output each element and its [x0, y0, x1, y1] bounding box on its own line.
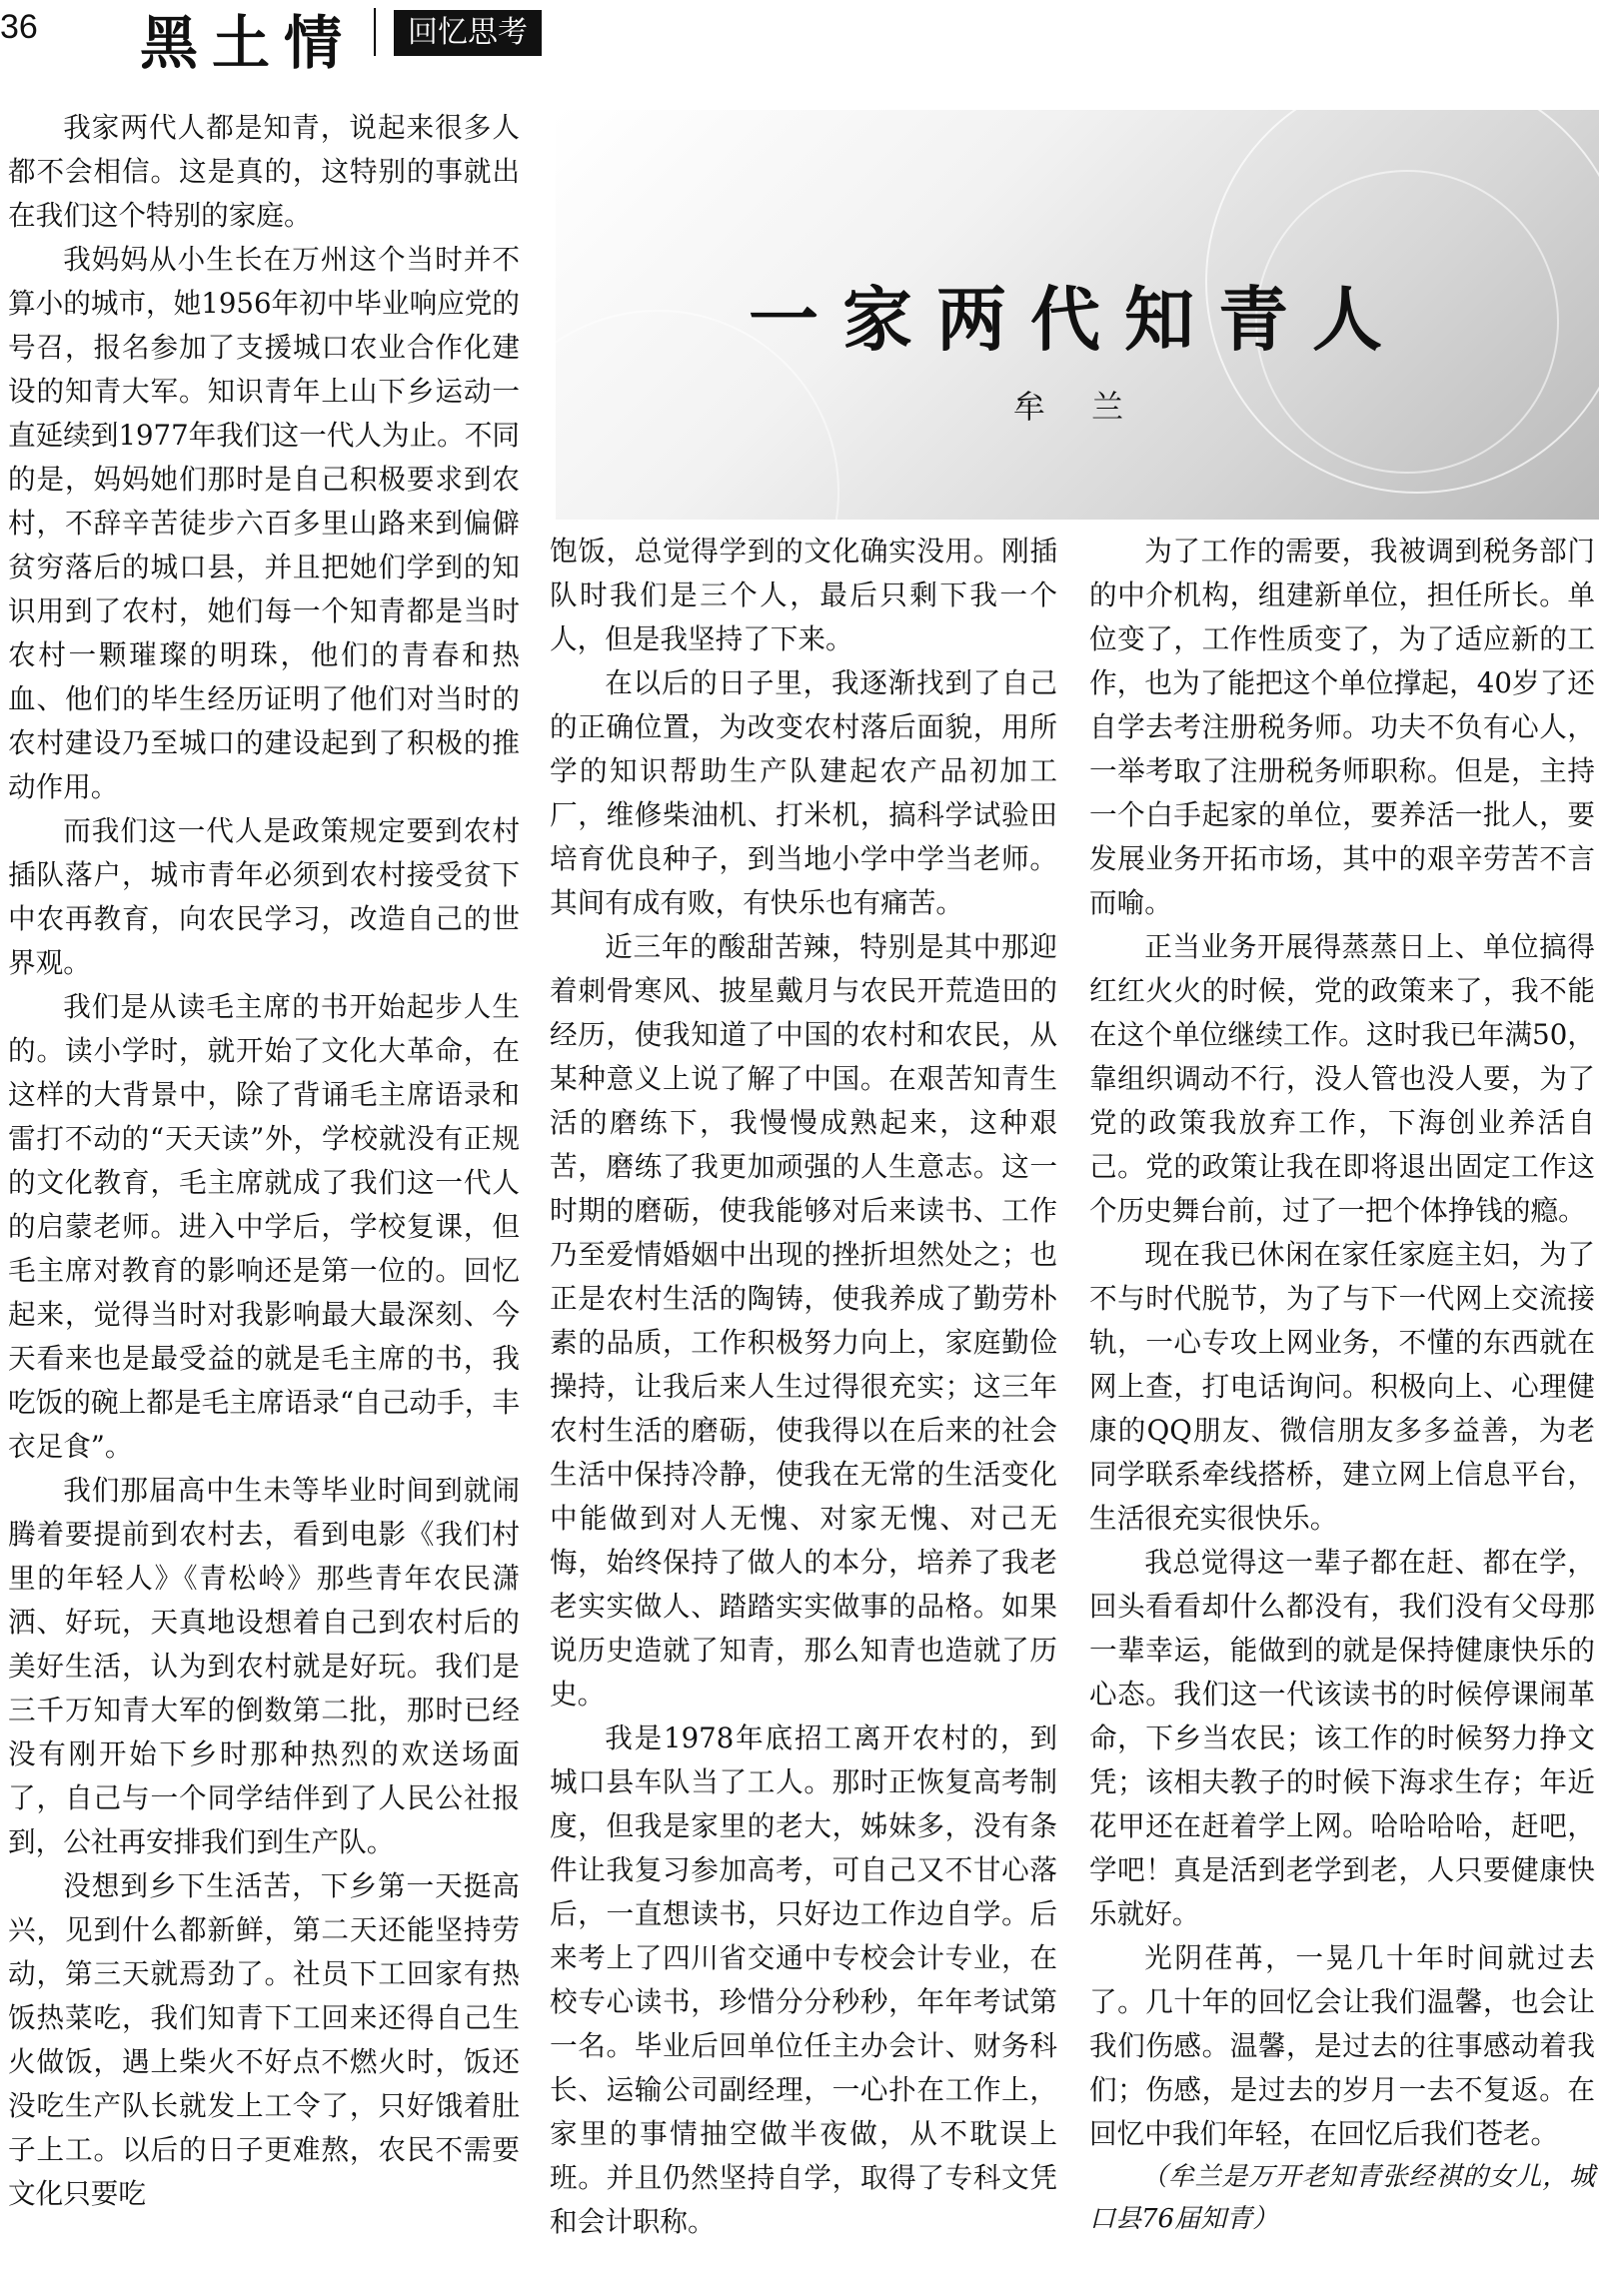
paragraph: 而我们这一代人是政策规定要到农村插队落户，城市青年必须到农村接受贫下中农再教育，向农民学习，改造自己的世界观。	[8, 814, 520, 979]
article-title: 一家两代知青人	[749, 278, 1406, 361]
paragraph: 我们是从读毛主席的书开始起步人生的。读小学时，就开始了文化大革命，在这样的大背景中，除了背诵毛主席语录和雷打不动的“天天读”外，学校就没有正规的文化教育，毛主席就成了我们这一代人的启蒙老师。进入中学后，学校复课，但毛主席对教育的影响还是第一位的。回忆起来，觉得当时对我影响最大最深刻、今天看来也是最受益的就是毛主席的书，我吃饭的碗上都是毛主席语录“自己动手，丰衣足食”。	[8, 990, 520, 1463]
paragraph: 近三年的酸甜苦辣，特别是其中那迎着刺骨寒风、披星戴月与农民开荒造田的经历，使我知道了中国的农村和农民，从某种意义上说了解了中国。在艰苦知青生活的磨练下，我慢慢成熟起来，这种艰苦，磨练了我更加顽强的人生意志。这一时期的磨砺，使我能够对后来读书、工作乃至爱情婚姻中出现的挫折坦然处之；也正是农村生活的陶铸，使我养成了勤劳朴素的品质，工作积极努力向上，家庭勤俭操持，让我后来人生过得很充实；这三年农村生活的磨砺，使我得以在后来的社会生活中保持冷静，使我在无常的生活变化中能做到对人无愧、对家无愧、对己无悔，始终保持了做人的本分，培养了我老老实实做人、踏踏实实做事的品格。如果说历史造就了知青，那么知青也造就了历史。	[550, 930, 1057, 1711]
page-number: 36	[0, 8, 38, 46]
title-banner	[556, 110, 1599, 520]
text-column-1	[8, 106, 520, 2296]
paragraph: 我是1978年底招工离开农村的，到城口县车队当了工人。那时正恢复高考制度，但我是家里的老大，姊妹多，没有条件让我复习参加高考，可自己又不甘心落后，一直想读书，只好边工作边自学。后来考上了四川省交通中专校会计专业，在校专心读书，珍惜分分秒秒，年年考试第一名。毕业后回单位任主办会计、财务科长、运输公司副经理，一心扑在工作上，家里的事情抽空做半夜做，从不耽误上班。并且仍然坚持自学，取得了专科文凭和会计职称。	[550, 1722, 1057, 2238]
magazine-title: 黑土情	[140, 9, 357, 77]
text-column-3	[1089, 530, 1595, 2296]
page-header	[0, 0, 1599, 90]
paragraph: 我们那届高中生未等毕业时间到就闹腾着要提前到农村去，看到电影《我们村里的年轻人》《青松岭》那些青年农民潇洒、好玩，天真地设想着自己到农村后的美好生活，认为到农村就是好玩。我们是三千万知青大军的倒数第二批，那时已经没有刚开始下乡时那种热烈的欢送场面了，自己与一个同学结伴到了人民公社报到，公社再安排我们到生产队。	[8, 1474, 520, 1858]
paragraph: 现在我已休闲在家任家庭主妇，为了不与时代脱节，为了与下一代网上交流接轨，一心专攻上网业务，不懂的东西就在网上查，打电话询问。积极向上、心理健康的QQ朋友、微信朋友多多益善，为老同学联系牵线搭桥，建立网上信息平台，生活很充实很快乐。	[1089, 1238, 1595, 1535]
paragraph: 为了工作的需要，我被调到税务部门的中介机构，组建新单位，担任所长。单位变了，工作性质变了，为了适应新的工作，也为了能把这个单位撑起，40岁了还自学去考注册税务师。功夫不负有心人，一举考取了注册税务师职称。但是，主持一个白手起家的单位，要养活一批人，要发展业务开拓市场，其中的艰辛劳苦不言而喻。	[1089, 535, 1595, 919]
paragraph: 我妈妈从小生长在万州这个当时并不算小的城市，她1956年初中毕业响应党的号召，报名参加了支援城口农业合作化建设的知青大军。知识青年上山下乡运动一直延续到1977年我们这一代人为止。不同的是，妈妈她们那时是自己积极要求到农村，不辞辛苦徒步六百多里山路来到偏僻贫穷落后的城口县，并且把她们学到的知识用到了农村，她们每一个知青都是当时农村一颗璀璨的明珠，他们的青春和热血、他们的毕生经历证明了他们对当时的农村建设乃至城口的建设起到了积极的推动作用。	[8, 243, 520, 803]
paragraph: 光阴荏苒，一晃几十年时间就过去了。几十年的回忆会让我们温馨，也会让我们伤感。温馨，是过去的往事感动着我们；伤感，是过去的岁月一去不复返。在回忆中我们年轻，在回忆后我们苍老。	[1089, 1941, 1595, 2150]
text-column-2	[550, 530, 1057, 2296]
paragraph: 在以后的日子里，我逐渐找到了自己的正确位置，为改变农村落后面貌，用所学的知识帮助生产队建起农产品初加工厂，维修柴油机、打米机，搞科学试验田培育优良种子，到当地小学中学当老师。其间有成有败，有快乐也有痛苦。	[550, 666, 1057, 919]
paragraph: 我总觉得这一辈子都在赶、都在学，回头看看却什么都没有，我们没有父母那一辈幸运，能做到的就是保持健康快乐的心态。我们这一代该读书的时候停课闹革命，下乡当农民；该工作的时候努力挣文凭；该相夫教子的时候下海求生存；年近花甲还在赶着学上网。哈哈哈哈，赶吧，学吧！真是活到老学到老，人只要健康快乐就好。	[1089, 1546, 1595, 1930]
paragraph: 我家两代人都是知青，说起来很多人都不会相信。这是真的，这特别的事就出在我们这个特别的家庭。	[8, 111, 520, 232]
section-tag: 回忆思考	[394, 10, 542, 56]
paragraph: 正当业务开展得蒸蒸日上、单位搞得红红火火的时候，党的政策来了，我不能在这个单位继续工作。这时我已年满50，靠组织调动不行，没人管也没人要，为了党的政策我放弃工作，下海创业养活自己。党的政策让我在即将退出固定工作这个历史舞台前，过了一把个体挣钱的瘾。	[1089, 930, 1595, 1227]
author-note: （牟兰是万开老知青张经祺的女儿，城口县76届知青）	[1089, 2162, 1595, 2234]
article-author: 牟 兰	[1012, 388, 1142, 426]
header-divider	[374, 8, 376, 56]
paragraph: 没想到乡下生活苦，下乡第一天挺高兴，见到什么都新鲜，第二天还能坚持劳动，第三天就焉劲了。社员下工回家有热饭热菜吃，我们知青下工回来还得自己生火做饭，遇上柴火不好点不燃火时，饭还没吃生产队长就发上工令了，只好饿着肚子上工。以后的日子更难熬，农民不需要文化只要吃	[8, 1869, 520, 2210]
paragraph: 饱饭，总觉得学到的文化确实没用。刚插队时我们是三个人，最后只剩下我一个人，但是我坚持了下来。	[550, 535, 1057, 655]
